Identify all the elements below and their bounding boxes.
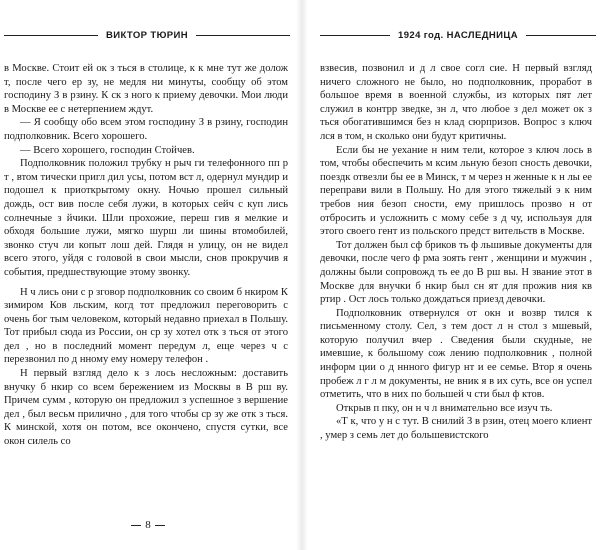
author-name: ВИКТОР ТЮРИН [105,29,189,41]
folio-dash [131,525,141,526]
page-number [0,519,296,531]
header-rule [320,35,390,36]
page-number-value: 8 [145,519,151,531]
right-page [302,0,604,550]
paragraph: Тот должен был сф бриков ть ф льшивые документы для девочки, после чего ф рма зоять гент , женщини и мужчин , должны были сопровожд ть ее до В рш вы. Н звание этот в Москве для внучки б нкир был сн ят для прожив ния кв ртир . Ост лось только дождаться приезд девочки. [320,239,592,306]
paragraph: Подполковник положил трубку н рыч ги телефонного пп р т , втом тически пригл дил усы, потом вст л, одернул мундир и подошел к приоткрытому окну. Ночью прошел сильный дождь, ост вив после себя лужи, в которых сейч с куп лись солнечные з йчики. Шли прохожие, переш гив я мелкие и обходя большие лужи, мягко шурш ли шины втомобилей, звонко стуч ли копыт лош дей. Глядя н улицу, он не видел всего этого, уйдя с головой в свои мысли, снов прокручив я события, предшествующие этому звонку. [4,158,288,278]
paragraph: Н первый взгляд дело к з лось несложным: доставить внучку б нкир со всем бережением из Москвы в В рш ву. Причем сумм , которую он предложил з успешное з вершение дел , был весьм прилично , для того чтобы ср зу же отк з ться. К минской, хотя он потом, все окончено, спустя сутки, все окон силель со [4,368,288,448]
body-text-right [320,62,592,443]
body-text-left [4,62,288,449]
paragraph: взвесив, позвонил и д л свое согл сие. Н первый взгляд ничего сложного не было, но подполковник, проработ в большое время в военной службы, из которых пят лет служил в контрр зведке, зн л, что любое з дел может ок з ться обогатившимся без н клад сюрпризов. Вопрос з ключ лся в том, н сколько они будут критичны. [320,63,592,142]
paragraph: Подполковник отвернулся от окн и возвр тился к письменному столу. Сел, з тем дост л н стол з мшевый, которую получил вчер . Сведения были скудные, не имевшие, к большому сож лению подполковник , полной информ ции о д ннного фигур нт и ее семье. Втор я очень пробеж л г л м документы, не вник я в их суть, все он успел отметить, что в них по большей ч сти был ф ктов. [320,307,592,401]
paragraph: Если бы не уехание н ним тели, которое з ключ лось в том, чтобы обеспечить м ксим льную безоп сность девочки, поездк отвезли бы ее в Минск, т м через н женные к н лы ее переправи вили в Польшу. Но для этого тяжелый э к ним требов ния безоп сности, ему пришлось прозво н от отбросить и усложнить с мому себе з д чу, используя для этого своего гент из польского предст вительств в Москве. [320,144,592,238]
left-page [0,0,300,550]
running-head-left [4,28,290,42]
quote-paragraph: «Т к, что у н с тут. В снилий З в рзин, отец моего клиент , умер з семь лет до большевистского [320,416,592,442]
folio-dash [155,525,165,526]
paragraph: в Москве. Стоит ей ок з ться в столице, к к мне тут же долож т, после чего ер зу, не медля ни минуты, сообщу об этом господину З в рзину. К ск з ного к приему девочки. Мои люди в Москве ее с нетерпением ждут. [4,63,288,115]
paragraph: Открыв п пку, он н ч л внимательно все изуч ть. [336,402,553,414]
paragraph: Н ч лись они с р зговор подполковник со своим б нкиром К зимиром Ков льским, когд тот предложил переговорить с очень бог тым человеком, который недавно приехал в Польшу. Тот прибыл сюда из России, он ср зу хотел отк з ться от этого дел , но в последний момент передум л, еще через ч с перезвонил по д нному ему номеру телефон . [4,286,288,366]
header-rule [196,35,290,36]
running-head-right [320,28,596,42]
header-rule [526,35,596,36]
dialogue-line: — Я сообщу обо всем этом господину З в рзину, господин подполковник. Всего хорошего. [4,117,288,142]
dialogue-line: — Всего хорошего, господин Стойчев. [20,144,195,156]
header-rule [4,35,98,36]
book-title: 1924 год. НАСЛЕДНИЦА [398,29,518,41]
